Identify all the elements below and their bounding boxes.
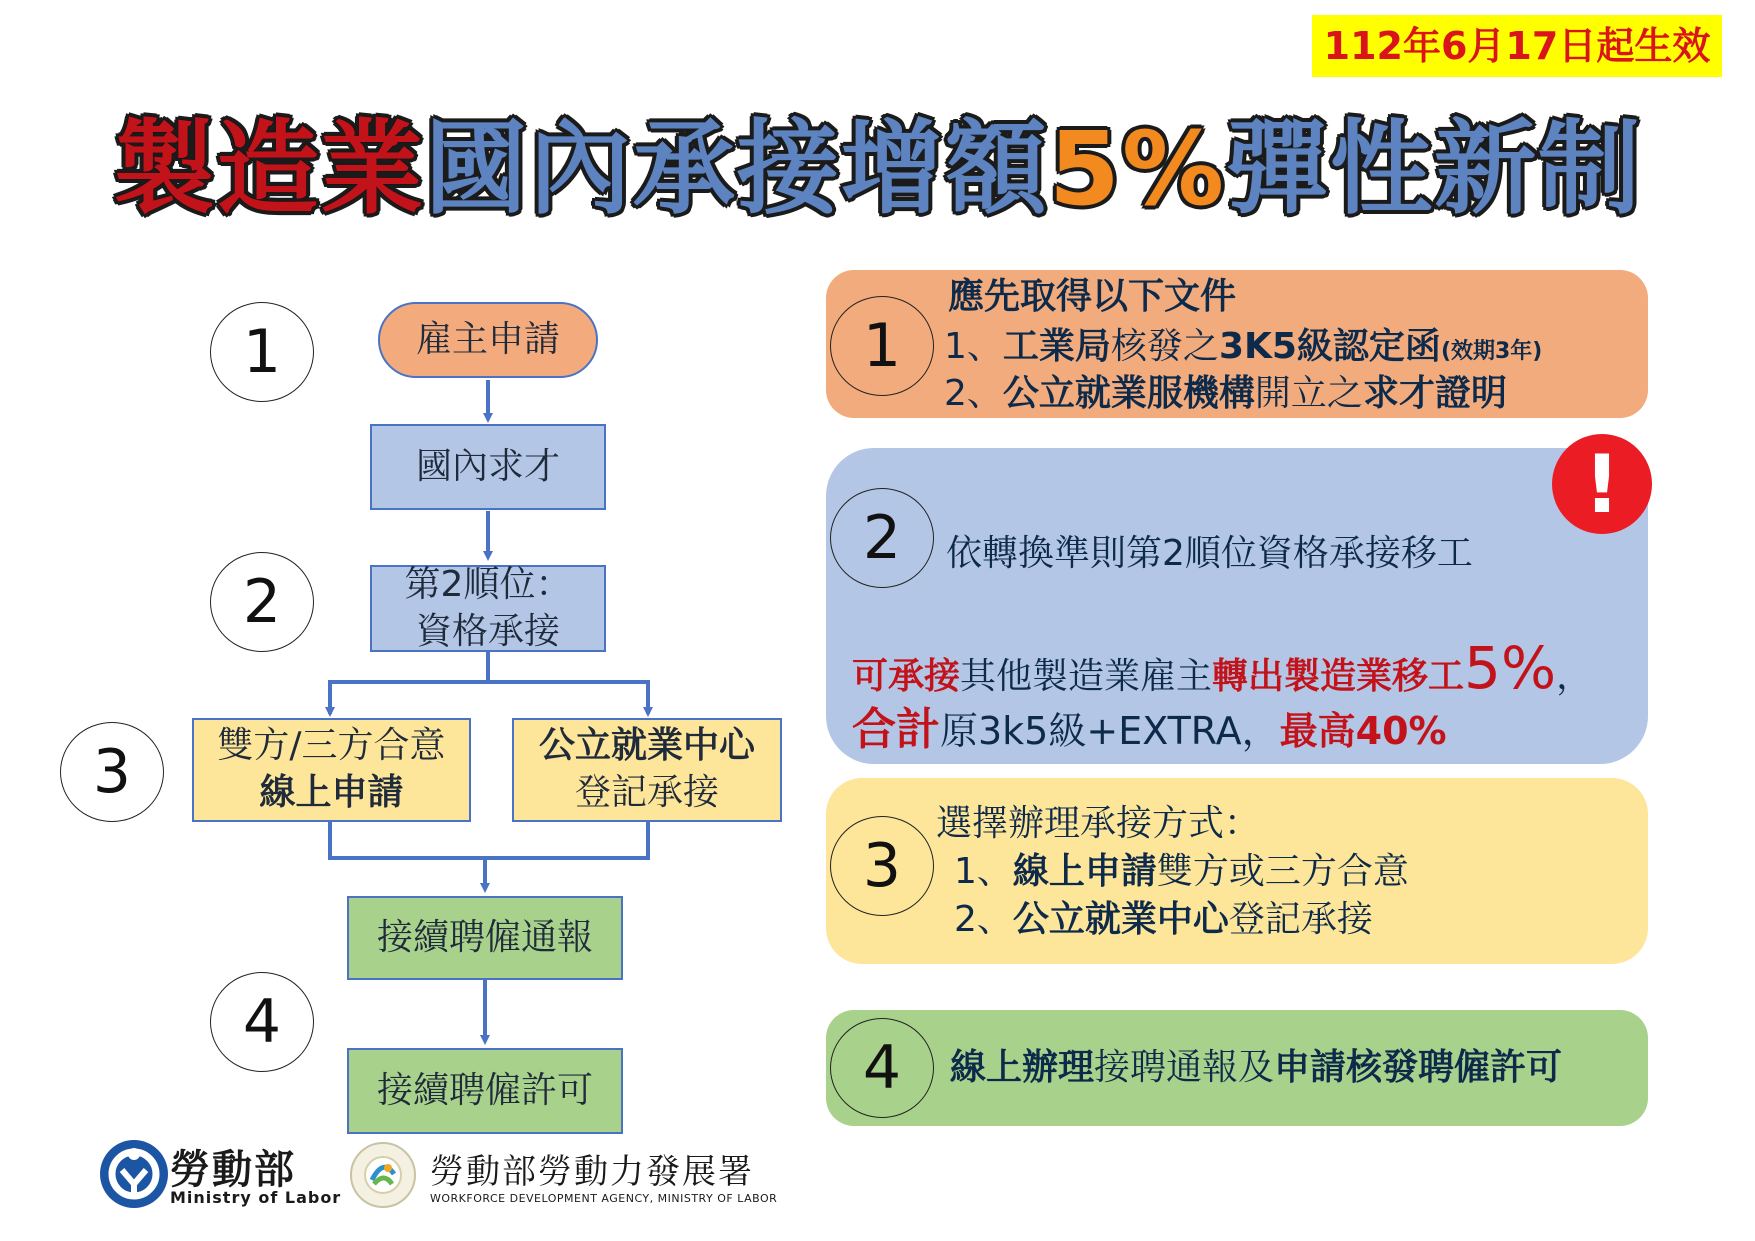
panel-2-five-percent: 5%: [1464, 634, 1557, 702]
panel-2-max: 最高40%: [1279, 709, 1447, 753]
panel-3-line-1-prefix: 1、: [954, 851, 1013, 892]
panel-1-line-1-prefix: 1、: [944, 326, 1003, 367]
flow-mutual-line2: 線上申請: [259, 772, 404, 813]
panel-1-line-2: [944, 370, 1507, 418]
effective-date-badge: 112年6月17日起生效: [1312, 15, 1722, 77]
panel-2-line-1: 依轉換準則第2順位資格承接移工: [946, 533, 1473, 574]
panel-1-line-2-text: 開立之: [1254, 373, 1363, 414]
panel-2-total: 合計: [852, 704, 940, 755]
panel-4-line: [950, 1044, 1562, 1092]
flow-permit-label: 接續聘僱許可: [376, 1069, 593, 1111]
flow-notify: [347, 896, 623, 980]
panel-1-step-circle: 1: [830, 296, 934, 396]
step-circle-3: 3: [60, 722, 164, 822]
panel-1-line-1-text: 核發之: [1110, 326, 1219, 367]
flow-center-line1: 公立就業中心: [538, 725, 755, 767]
panel-1-line-1: [944, 323, 1542, 376]
panel-1-line-2-proof: 求才證明: [1362, 373, 1507, 414]
flow-mutual-line1: 雙方/三方合意: [217, 725, 446, 767]
flow-permit: [347, 1048, 623, 1134]
flow-employer-apply: [378, 302, 598, 378]
wda-logo: [350, 1142, 416, 1208]
panel-1-line-2-prefix: 2、: [944, 373, 1003, 414]
panel-1-line-1-validity: (效期3年): [1440, 339, 1543, 364]
flow-domestic-recruit: [370, 424, 606, 510]
ministry-logo-mark: [100, 1140, 168, 1208]
ministry-name-en: Ministry of Labor: [170, 1188, 342, 1207]
step-circle-4: 4: [210, 972, 314, 1072]
panel-1-line-2-agency: 公立就業服機構: [1002, 373, 1255, 414]
flow-priority-2: [370, 565, 606, 652]
panel-2-transfer-workers: 轉出製造業移工: [1212, 656, 1465, 697]
title-part-domestic: 國內承接增額: [424, 110, 1049, 229]
panel-4-notify: 接聘通報及: [1094, 1047, 1275, 1088]
step-circle-1: 1: [210, 302, 314, 402]
panel-3-line-2-prefix: 2、: [954, 899, 1013, 940]
panel-4-step-circle: 4: [830, 1018, 934, 1118]
flow-employer-apply-label: 雇主申請: [415, 318, 560, 360]
panel-3-line-1: [954, 848, 1409, 896]
ministry-of-labor-logo: [100, 1140, 168, 1208]
flow-center-line2: 登記承接: [574, 772, 719, 813]
panel-2-can-take: 可承接: [852, 656, 961, 697]
panel-4-online: 線上辦理: [950, 1047, 1095, 1088]
panel-3-public-center: 公立就業中心: [1012, 899, 1229, 940]
panel-3-mutual-consent: 雙方或三方合意: [1156, 851, 1409, 892]
flow-public-center: [512, 718, 782, 822]
panel-2-other-employers: 其他製造業雇主: [960, 656, 1213, 697]
panel-2-step-circle: 2: [830, 488, 934, 588]
panel-4-permit: 申請核發聘僱許可: [1274, 1047, 1563, 1088]
flow-domestic-recruit-label: 國內求才: [415, 445, 560, 487]
panel-2-comma: ，: [1556, 656, 1593, 697]
title-part-percent: 5%: [1048, 110, 1227, 229]
ministry-name: 勞動部: [170, 1147, 296, 1193]
flow-priority-line2: 資格承接: [415, 610, 560, 652]
flow-notify-label: 接續聘僱通報: [376, 916, 593, 958]
agency-name: 勞動部勞動力發展署: [430, 1152, 754, 1192]
panel-1-line-1-certificate: 3K5級認定函: [1218, 326, 1441, 367]
panel-3-register: 登記承接: [1228, 899, 1373, 940]
step-circle-2: 2: [210, 552, 314, 652]
panel-2-line-2: [852, 634, 1593, 702]
flow-mutual-online: [192, 718, 471, 822]
panel-1-heading: 應先取得以下文件: [948, 276, 1237, 317]
wda-logo-mark: [352, 1144, 414, 1206]
panel-3-heading: 選擇辦理承接方式：: [936, 803, 1261, 844]
panel-3-line-2: [954, 896, 1373, 944]
panel-3-online-apply: 線上申請: [1012, 851, 1157, 892]
title-part-manufacturing: 製造業: [112, 110, 425, 229]
title-part-new-system: 彈性新制: [1226, 110, 1643, 229]
flow-priority-line1: 第2順位：: [404, 563, 572, 605]
panel-1-line-1-bureau: 工業局: [1002, 326, 1111, 367]
alert-icon: !: [1552, 434, 1652, 534]
agency-name-en: WORKFORCE DEVELOPMENT AGENCY, MINISTRY OF LABOR: [430, 1192, 778, 1205]
panel-2-line-3: [852, 706, 1447, 755]
panel-2-formula: 原3k5級+EXTRA，: [940, 709, 1280, 753]
panel-3-step-circle: 3: [830, 816, 934, 916]
